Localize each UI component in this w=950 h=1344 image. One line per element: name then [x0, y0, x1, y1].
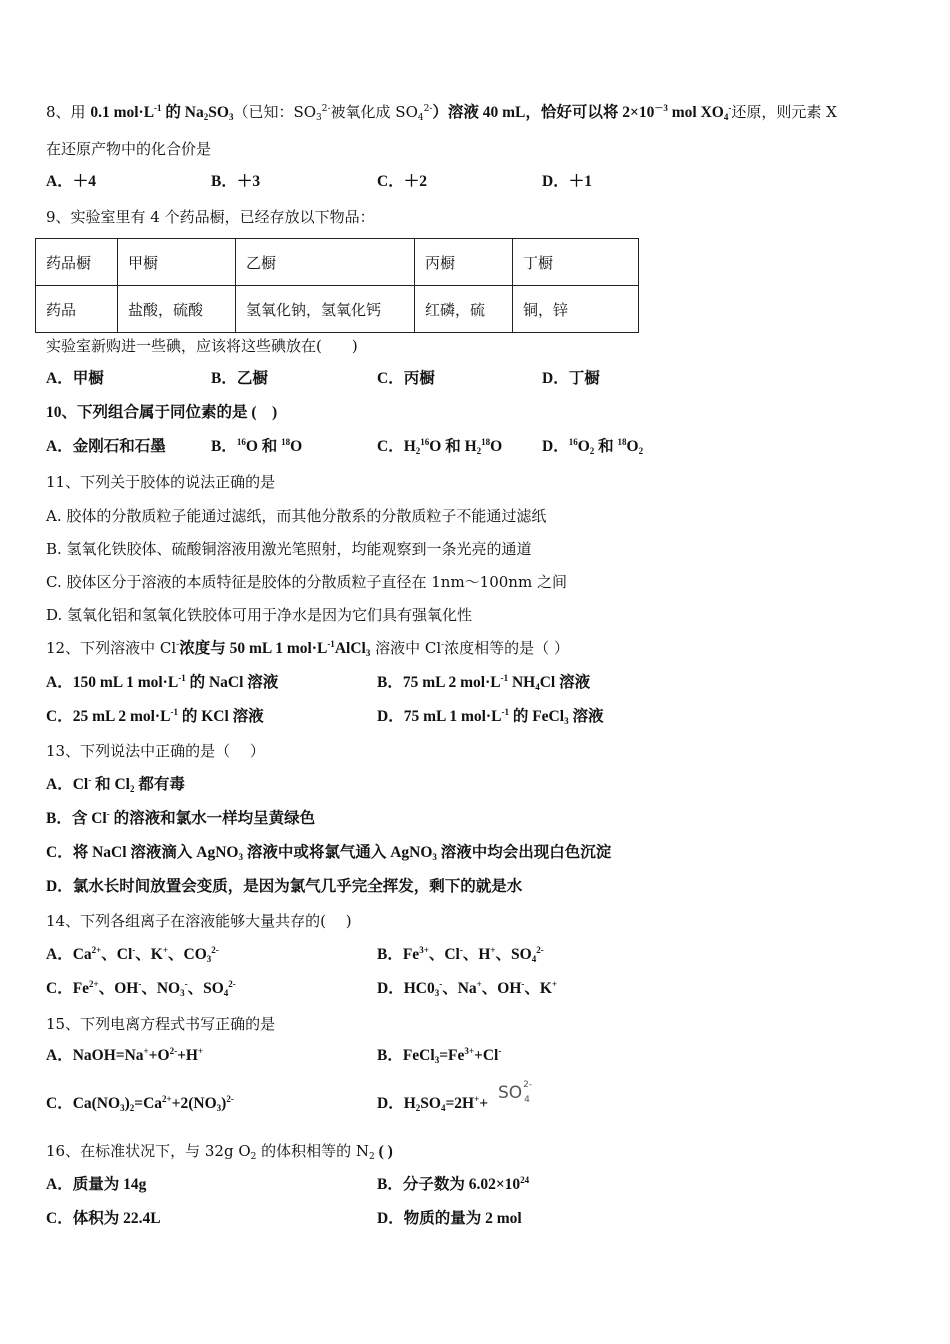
q9-option-c: C．丙橱 — [377, 370, 435, 387]
q9-option-d: D．丁橱 — [542, 370, 600, 387]
q11-option-c: C. 胶体区分于溶液的本质特征是胶体的分散质粒子直径在 1nm～100nm 之间 — [46, 573, 567, 591]
q10-option-a: A．金刚石和石墨 — [46, 438, 166, 455]
q8-option-d: D．＋1 — [542, 173, 592, 190]
q8-stem-line1: 8、用 0.1 $mol\cdot L^{-1}$ 的 $Na_2SO_3$（已知：$SO_3^{2-}$被氧化成 $SO_4^{2-}$）溶液 40 mL，恰好可以将 $2\times 10^{-3}$ mol $XO_4^-$还原，则元素 X — [46, 103, 837, 123]
table-cell: 盐酸，硫酸 — [118, 286, 236, 333]
q11-option-b: B. 氢氧化铁胶体、硫酸铜溶液用激光笔照射，均能观察到一条光亮的通道 — [46, 540, 532, 558]
q13-stem: 13、下列说法中正确的是（ ） — [46, 742, 265, 760]
q10-option-d: D．$^{16}O_2$ 和 $^{18}O_2$ — [542, 437, 644, 456]
q14-option-b: B．$Fe^{3+}$、Cl-、H+、$SO_4^{2-}$ — [377, 945, 544, 964]
q8-stem-line2: 在还原产物中的化合价是 — [46, 140, 212, 158]
q12-option-a: A．150 mL 1 $mol\cdot L^{-1}$ 的 NaCl 溶液 — [46, 673, 279, 691]
q8-option-a: A．＋4 — [46, 173, 96, 190]
q13-option-d: D．氯水长时间放置会变质，是因为氯气几乎完全挥发，剩下的就是水 — [46, 878, 523, 895]
table-cell: 药品 — [36, 286, 118, 333]
q9-question: 实验室新购进一些碘，应该将这些碘放在( ) — [46, 337, 358, 355]
q9-option-b: B．乙橱 — [211, 370, 268, 387]
q10-stem: 10、下列组合属于同位素的是 ( ) — [46, 404, 278, 421]
q15-option-b: B．$FeCl_3=Fe^{3+}+Cl^-$ — [377, 1046, 502, 1065]
q13-option-c: C．将 NaCl 溶液滴入 AgNO$_3$ 溶液中或将氯气通入 AgNO$_3$ 溶液中均会出现白色沉淀 — [46, 844, 612, 862]
table-cell: 铜，锌 — [513, 286, 639, 333]
sulfate-ion-formula: SO 2- 4 — [498, 1080, 533, 1105]
table-row — [36, 286, 639, 333]
q8-option-b: B．＋3 — [211, 173, 261, 190]
q9-option-a: A．甲橱 — [46, 370, 104, 387]
q16-option-d: D．物质的量为 2 mol — [377, 1210, 522, 1227]
q14-option-d: D．$HC0_3^-$、Na+、OH-、K+ — [377, 979, 558, 998]
table-cell: 药品橱 — [36, 239, 118, 286]
q14-option-a: A．$Ca^{2+}$、Cl-、K+、$CO_3^{2-}$ — [46, 945, 219, 964]
table-cell: 丁橱 — [513, 239, 639, 286]
q16-stem: 16、在标准状况下，与 32g $O_2$ 的体积相等的 $N_2$ ( ) — [46, 1142, 393, 1162]
table-header-row — [36, 239, 639, 286]
q15-option-c: C．$Ca(NO_3)_2=Ca^{2+}+2(NO_3)^{2-}$ — [46, 1094, 234, 1113]
q10-option-b: B．$^{16}$O 和 $^{18}$O — [211, 437, 303, 455]
q13-option-a: A．Cl- 和 $Cl_2$ 都有毒 — [46, 775, 185, 794]
table-cell: 丙橱 — [415, 239, 513, 286]
q15-stem: 15、下列电离方程式书写正确的是 — [46, 1015, 276, 1033]
q12-option-c: C．25 mL 2 $mol\cdot L^{-1}$ 的 KCl 溶液 — [46, 707, 264, 725]
table-cell: 乙橱 — [236, 239, 415, 286]
q12-option-d: D．75 mL 1 $mol\cdot L^{-1}$ 的 FeCl$_3$ 溶液 — [377, 707, 604, 726]
q15-option-a: A．$NaOH=Na^++O^{2-}+H^+$ — [46, 1046, 204, 1064]
q11-option-d: D. 氢氧化铝和氢氧化铁胶体可用于净水是因为它们具有强氧化性 — [46, 606, 473, 624]
q8-option-c: C．＋2 — [377, 173, 427, 190]
q9-stem: 9、实验室里有 4 个药品橱，已经存放以下物品： — [46, 208, 375, 226]
q16-option-c: C．体积为 22.4L — [46, 1210, 161, 1227]
q11-option-a: A. 胶体的分散质粒子能通过滤纸，而其他分散系的分散质粒子不能通过滤纸 — [46, 507, 547, 525]
q12-stem: 12、下列溶液中 Cl-浓度与 50 mL 1 $mol\cdot L^{-1}AlCl_3$ 溶液中 Cl-浓度相等的是（ ） — [46, 639, 569, 658]
q11-stem: 11、下列关于胶体的说法正确的是 — [46, 473, 276, 491]
table-cell: 甲橱 — [118, 239, 236, 286]
table-cell: 氢氧化钠，氢氧化钙 — [236, 286, 415, 333]
q13-option-b: B．含 Cl- 的溶液和氯水一样均呈黄绿色 — [46, 809, 316, 827]
q14-option-c: C．$Fe^{2+}$、OH-、$NO_3^-$、$SO_4^{2-}$ — [46, 979, 236, 998]
q15-option-d: D．$H_2SO_4=2H^++$ — [377, 1094, 489, 1113]
table-cell: 红磷，硫 — [415, 286, 513, 333]
q12-option-b: B．75 mL 2 $mol\cdot L^{-1}$ $NH_4Cl$ 溶液 — [377, 673, 591, 692]
q16-option-b: B．分子数为 $6.02\times 10^{24}$ — [377, 1175, 530, 1193]
q16-option-a: A．质量为 14g — [46, 1176, 147, 1193]
cabinet-table — [35, 238, 639, 333]
q10-option-c: C．$H_2^{16}O$ 和 $H_2^{18}O$ — [377, 437, 503, 456]
q14-stem: 14、下列各组离子在溶液能够大量共存的( ) — [46, 912, 352, 930]
